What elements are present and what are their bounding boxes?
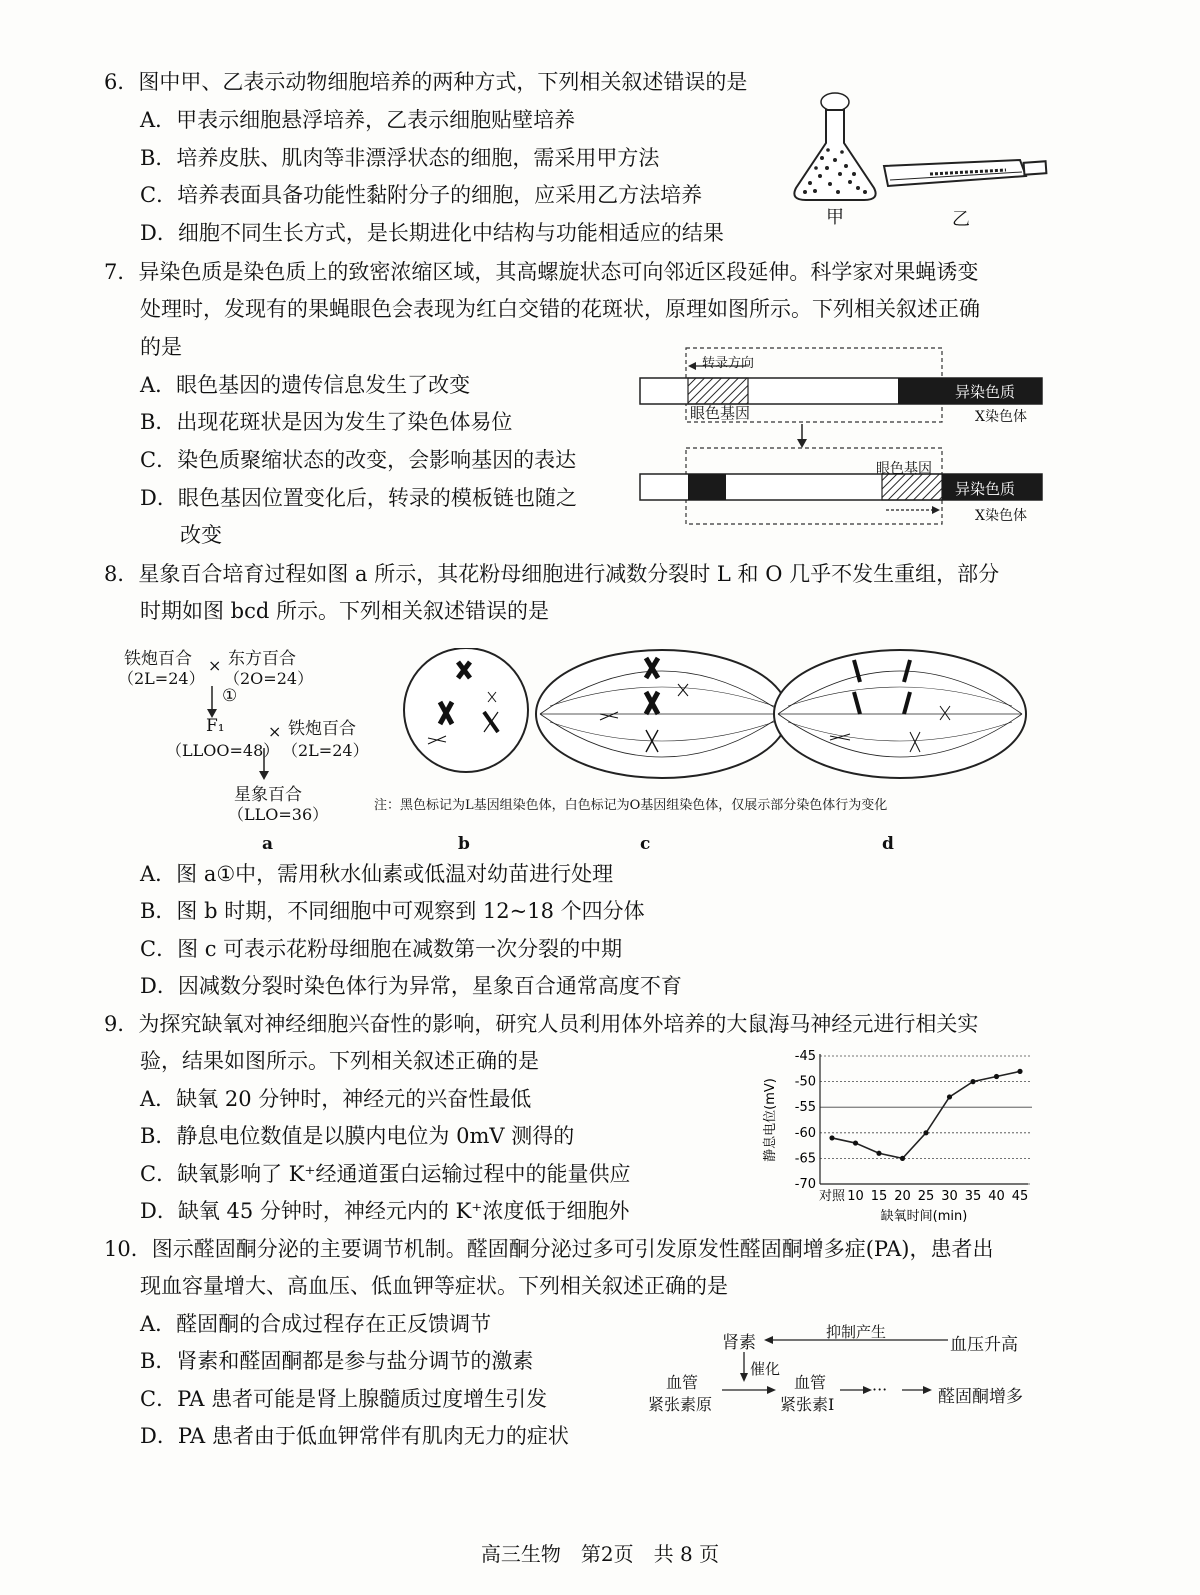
data-point bbox=[970, 1079, 975, 1084]
q10-option-d: D．PA 患者由于低血钾常伴有肌肉无力的症状 bbox=[140, 1424, 569, 1448]
x-tick-label: 15 bbox=[870, 1189, 888, 1204]
q7-stem-line-2: 处理时，发现有的果蝇眼色会表现为红白交错的花斑状，原理如图所示。下列相关叙述正确 bbox=[140, 297, 980, 321]
x-tick-label: 10 bbox=[847, 1189, 864, 1204]
q8a-cross-1: × bbox=[208, 656, 222, 675]
q9-option-c: C．缺氧影响了 K⁺经通道蛋白运输过程中的能量供应 bbox=[140, 1162, 631, 1186]
data-point bbox=[853, 1140, 858, 1145]
data-point bbox=[876, 1151, 881, 1156]
q8a-cross-2: × bbox=[268, 722, 282, 741]
q8-figure-note: 注：黑色标记为L基因组染色体，白色标记为O基因组染色体，仅展示部分染色体行为变化 bbox=[374, 798, 888, 813]
q8-option-d: D．因减数分裂时染色体行为异常，星象百合通常高度不育 bbox=[140, 974, 682, 998]
q8a-parent1-genome: （2L=24） bbox=[118, 669, 205, 688]
q7-transcription-direction-label: 转录方向 bbox=[702, 356, 755, 371]
x-tick-label: 25 bbox=[917, 1189, 935, 1204]
inhibit-label: 抑制产生 bbox=[826, 1323, 887, 1341]
pathway-dots: ··· bbox=[872, 1380, 888, 1399]
data-point bbox=[923, 1130, 928, 1135]
q7-option-d: D．眼色基因位置变化后，转录的模板链也随之 bbox=[140, 486, 577, 510]
q8a-parent2: 东方百合 bbox=[228, 649, 296, 669]
q8a-parent2-genome: （2O=24） bbox=[224, 669, 314, 688]
q8-option-c: C．图 c 可表示花粉母细胞在减数第一次分裂的中期 bbox=[140, 937, 623, 961]
cell-c bbox=[536, 650, 788, 778]
cell-b bbox=[404, 648, 528, 772]
q7-option-c: C．染色质聚缩状态的改变，会影响基因的表达 bbox=[140, 448, 577, 472]
q8a-step-marker: ① bbox=[222, 686, 238, 706]
q8a-arrow-1 bbox=[204, 686, 224, 720]
y-tick-label: -50 bbox=[794, 1074, 816, 1090]
fig-label-yi: 乙 bbox=[952, 209, 970, 230]
x-tick-label: 35 bbox=[964, 1189, 982, 1204]
q7-stem-line-1: 7．异染色质是染色质上的致密浓缩区域，其高螺旋状态可向邻近区段延伸。科学家对果蝇诱变 bbox=[104, 260, 979, 284]
q6-option-d: D．细胞不同生长方式，是长期进化中结构与功能相适应的结果 bbox=[140, 221, 724, 245]
cell-d bbox=[774, 650, 1026, 778]
page-footer: 高三生物 第2页 共 8 页 bbox=[480, 1542, 720, 1566]
angiotensin-i-label-2: 紧张素I bbox=[780, 1395, 835, 1414]
q8-panel-label-b: b bbox=[458, 834, 470, 854]
q8-panel-label-a: a bbox=[262, 834, 274, 854]
angiotensinogen-label-1: 血管 bbox=[666, 1373, 699, 1392]
series-line bbox=[832, 1071, 1020, 1158]
renin-label: 肾素 bbox=[722, 1333, 756, 1353]
y-tick-label: -45 bbox=[794, 1049, 816, 1064]
q6-culture-figure bbox=[780, 88, 1060, 238]
q7-option-b: B．出现花斑状是因为发生了染色体易位 bbox=[140, 410, 513, 434]
bp-up-label: 血压升高 bbox=[950, 1335, 1018, 1355]
data-point bbox=[1017, 1069, 1022, 1074]
q7-eye-gene-label: 眼色基因 bbox=[690, 404, 751, 422]
x-tick-label: 20 bbox=[894, 1189, 911, 1204]
q8-option-b: B．图 b 时期，不同细胞中可观察到 12~18 个四分体 bbox=[140, 899, 645, 923]
q7-option-a: A．眼色基因的遗传信息发生了改变 bbox=[140, 373, 471, 397]
y-tick-label: -65 bbox=[794, 1151, 816, 1167]
x-tick-label: 对照 bbox=[818, 1189, 846, 1204]
q9-stem-line-1: 9．为探究缺氧对神经细胞兴奋性的影响，研究人员利用体外培养的大鼠海马神经元进行相关实 bbox=[104, 1012, 979, 1036]
q8-stem-line-1: 8．星象百合培育过程如图 a 所示，其花粉母细胞进行减数分裂时 L 和 O 几乎不发生重组，部分 bbox=[104, 562, 1000, 586]
data-point bbox=[994, 1074, 999, 1079]
q10-option-b: B．肾素和醛固酮都是参与盐分调节的激素 bbox=[140, 1349, 534, 1373]
aldosterone-up-label: 醛固酮增多 bbox=[938, 1387, 1023, 1407]
data-point bbox=[829, 1135, 834, 1140]
y-axis-label: 静息电位(mV) bbox=[763, 1078, 778, 1162]
y-tick-label: -55 bbox=[794, 1100, 816, 1116]
q8-option-a: A．图 a①中，需用秋水仙素或低温对幼苗进行处理 bbox=[140, 862, 614, 886]
q8a-arrow-2 bbox=[256, 748, 276, 782]
q8a-product: 星象百合 bbox=[234, 785, 302, 805]
x-tick-label: 30 bbox=[941, 1189, 958, 1204]
q8-panel-label-d: d bbox=[882, 834, 894, 854]
q7-heterochromatin-label-bottom: 异染色质 bbox=[955, 480, 1016, 498]
q8a-f1: F₁ bbox=[206, 716, 225, 736]
angiotensinogen-label-2: 紧张素原 bbox=[648, 1395, 713, 1414]
q8-panel-label-c: c bbox=[640, 834, 651, 854]
q8a-parent3-genome: （2L=24） bbox=[282, 741, 369, 760]
catalyze-label: 催化 bbox=[750, 1360, 781, 1378]
q6-stem: 6．图中甲、乙表示动物细胞培养的两种方式，下列相关叙述错误的是 bbox=[104, 70, 748, 94]
y-tick-label: -70 bbox=[794, 1177, 816, 1192]
y-tick-label: -60 bbox=[794, 1125, 816, 1141]
suspension-flask-figure bbox=[794, 93, 875, 200]
q8-meiosis-cells bbox=[400, 648, 1040, 788]
resting-potential-chart bbox=[760, 1046, 1060, 1226]
q9-option-d: D．缺氧 45 分钟时，神经元内的 K⁺浓度低于细胞外 bbox=[140, 1199, 630, 1223]
q10-option-a: A．醛固酮的合成过程存在正反馈调节 bbox=[140, 1312, 492, 1336]
q9-option-a: A．缺氧 20 分钟时，神经元的兴奋性最低 bbox=[140, 1087, 532, 1111]
q7-heterochromatin-label-top: 异染色质 bbox=[955, 383, 1016, 401]
q7-x-chromosome-label-bottom: X染色体 bbox=[975, 508, 1027, 524]
q6-option-b: B．培养皮肤、肌肉等非漂浮状态的细胞，需采用甲方法 bbox=[140, 146, 660, 170]
x-tick-label: 45 bbox=[1011, 1189, 1029, 1204]
adherent-bottle-figure bbox=[884, 160, 1046, 186]
q8a-parent1: 铁炮百合 bbox=[124, 649, 192, 669]
q6-option-a: A．甲表示细胞悬浮培养，乙表示细胞贴壁培养 bbox=[140, 108, 576, 132]
angiotensin-i-label-1: 血管 bbox=[794, 1373, 827, 1392]
x-tick-label: 40 bbox=[988, 1189, 1005, 1204]
q8a-product-genome: （LLO=36） bbox=[228, 805, 329, 824]
q7-option-d-cont: 改变 bbox=[180, 523, 222, 547]
q7-eye-gene-label-bottom: 眼色基因 bbox=[876, 461, 932, 477]
q8-stem-line-2: 时期如图 bcd 所示。下列相关叙述错误的是 bbox=[140, 599, 549, 623]
q7-x-chromosome-label-top: X染色体 bbox=[975, 409, 1027, 425]
q6-option-c: C．培养表面具备功能性黏附分子的细胞，应采用乙方法培养 bbox=[140, 183, 703, 207]
q10-option-c: C．PA 患者可能是肾上腺髓质过度增生引发 bbox=[140, 1387, 548, 1411]
q9-option-b: B．静息电位数值是以膜内电位为 0mV 测得的 bbox=[140, 1124, 575, 1148]
q7-stem-line-3: 的是 bbox=[140, 335, 182, 359]
q8a-f1-genome: （LLOO=48） bbox=[166, 741, 280, 760]
x-axis-label: 缺氧时间(min) bbox=[880, 1209, 968, 1224]
q10-stem-line-1: 10．图示醛固酮分泌的主要调节机制。醛固酮分泌过多可引发原发性醛固酮增多症(PA)，患者出 bbox=[104, 1237, 994, 1261]
q8a-parent3: 铁炮百合 bbox=[288, 719, 356, 739]
data-point bbox=[947, 1094, 952, 1099]
q9-stem-line-2: 验，结果如图所示。下列相关叙述正确的是 bbox=[140, 1049, 539, 1073]
q10-stem-line-2: 现血容量增大、高血压、低血钾等症状。下列相关叙述正确的是 bbox=[140, 1274, 728, 1298]
data-point bbox=[900, 1156, 905, 1161]
fig-label-jia: 甲 bbox=[826, 207, 844, 228]
